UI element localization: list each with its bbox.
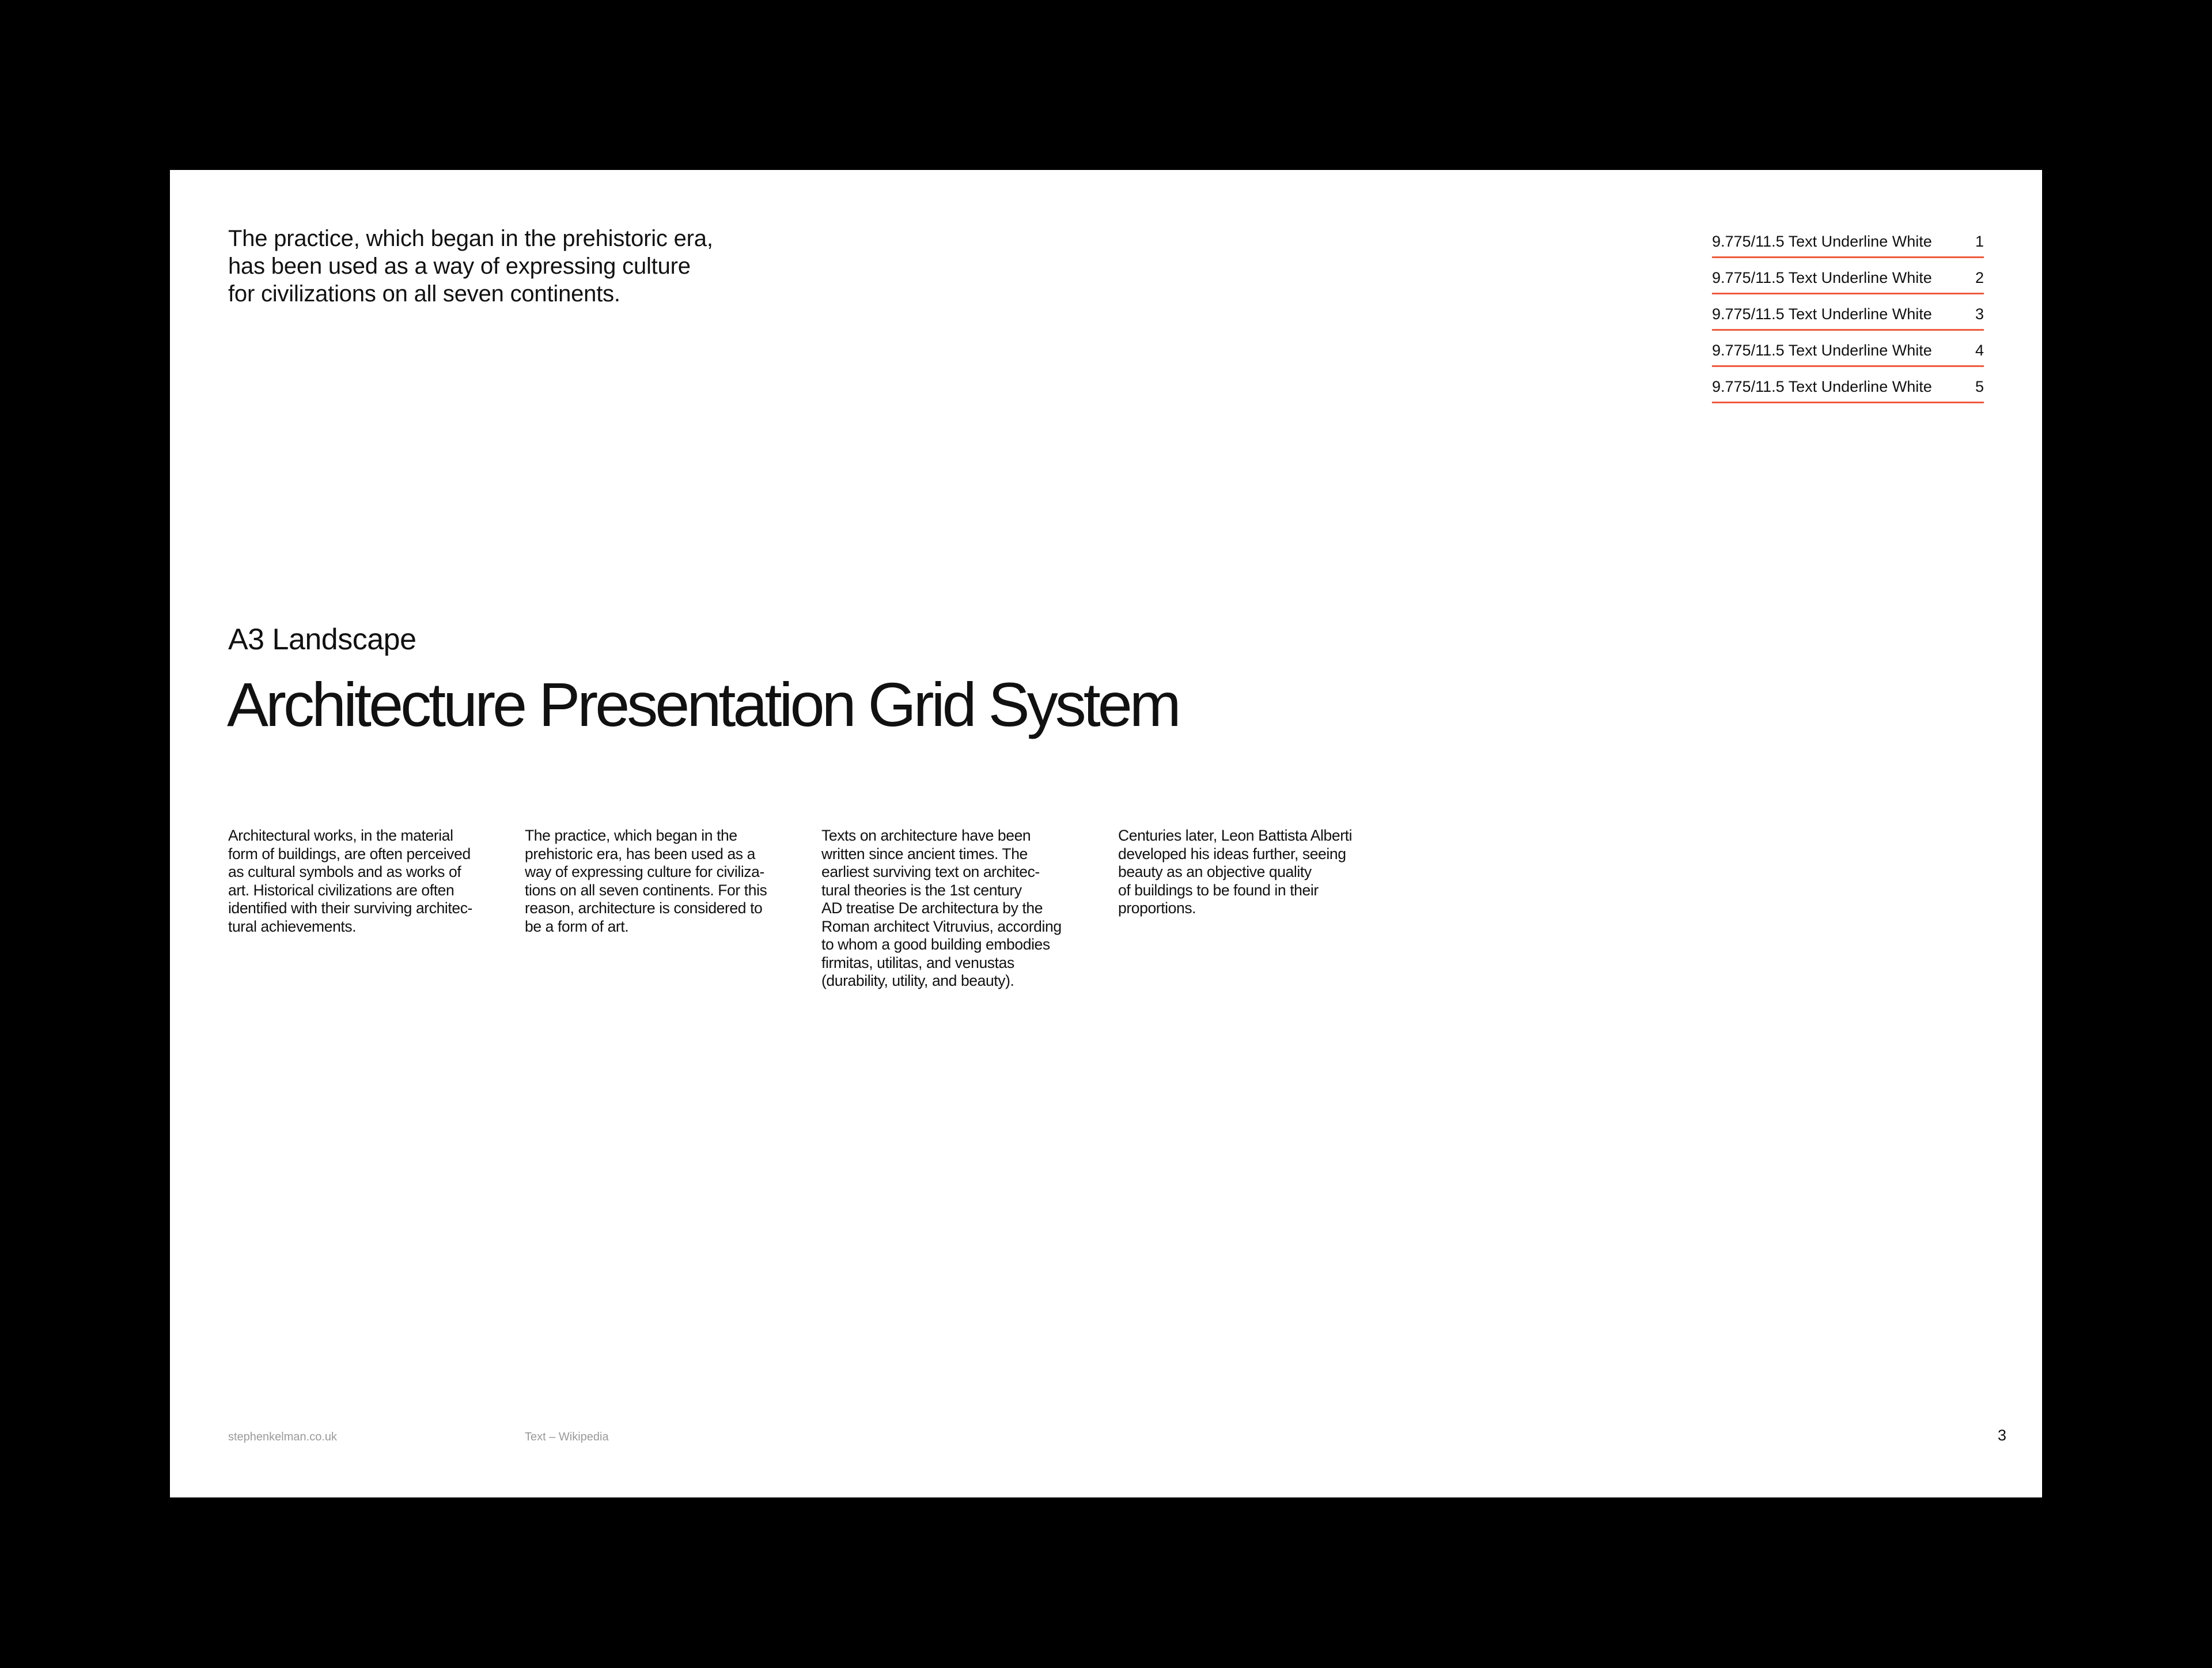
page-title: Architecture Presentation Grid System: [227, 670, 1179, 739]
toc-item-1[interactable]: [1712, 224, 1984, 258]
toc-item-number: 2: [1975, 269, 1984, 286]
page-kicker: A3 Landscape: [228, 623, 416, 656]
footer-site-link[interactable]: stephenkelman.co.uk: [228, 1431, 338, 1443]
document-page: [170, 170, 2042, 1497]
toc-item-5[interactable]: [1712, 369, 1984, 403]
page-number: 3: [1997, 1427, 2006, 1444]
toc-item-label: 9.775/11.5 Text Underline White: [1712, 342, 1932, 359]
toc-item-number: 4: [1975, 342, 1984, 359]
body-column-1: Architectural works, in the material form of buildings, are often perceived as cultural symbols and as works of art. Historical civilizations are often identified with their surviving architec- tural achievements.: [228, 827, 472, 935]
footer-source-credit: Text – Wikipedia: [525, 1431, 609, 1443]
intro-paragraph: The practice, which began in the prehistoric era, has been used as a way of expressing culture for civilizations on all seven continents.: [228, 226, 713, 307]
toc-item-number: 1: [1975, 233, 1984, 250]
toc-item-2[interactable]: [1712, 260, 1984, 294]
body-column-2: The practice, which began in the prehistoric era, has been used as a way of expressing culture for civiliza- tions on all seven continents. For this reason, architecture is considered to be a form of art.: [525, 827, 767, 935]
toc-item-label: 9.775/11.5 Text Underline White: [1712, 305, 1932, 323]
toc-item-label: 9.775/11.5 Text Underline White: [1712, 269, 1932, 286]
body-column-3: Texts on architecture have been written since ancient times. The earliest surviving text on architec- tural theories is the 1st century AD treatise De architectura by the Roman architect Vitruvius, according to whom a good building embodies firmitas, utilitas, and venustas (durability, utility, and beauty).: [821, 827, 1062, 989]
toc-item-label: 9.775/11.5 Text Underline White: [1712, 233, 1932, 250]
body-column-4: Centuries later, Leon Battista Alberti developed his ideas further, seeing beauty as an objective quality of buildings to be found in their proportions.: [1118, 827, 1353, 917]
toc-item-3[interactable]: [1712, 296, 1984, 331]
toc-item-4[interactable]: [1712, 332, 1984, 367]
toc-item-label: 9.775/11.5 Text Underline White: [1712, 378, 1932, 395]
toc-item-number: 3: [1975, 305, 1984, 323]
toc-item-number: 5: [1975, 378, 1984, 395]
table-of-contents: [1712, 224, 1984, 405]
